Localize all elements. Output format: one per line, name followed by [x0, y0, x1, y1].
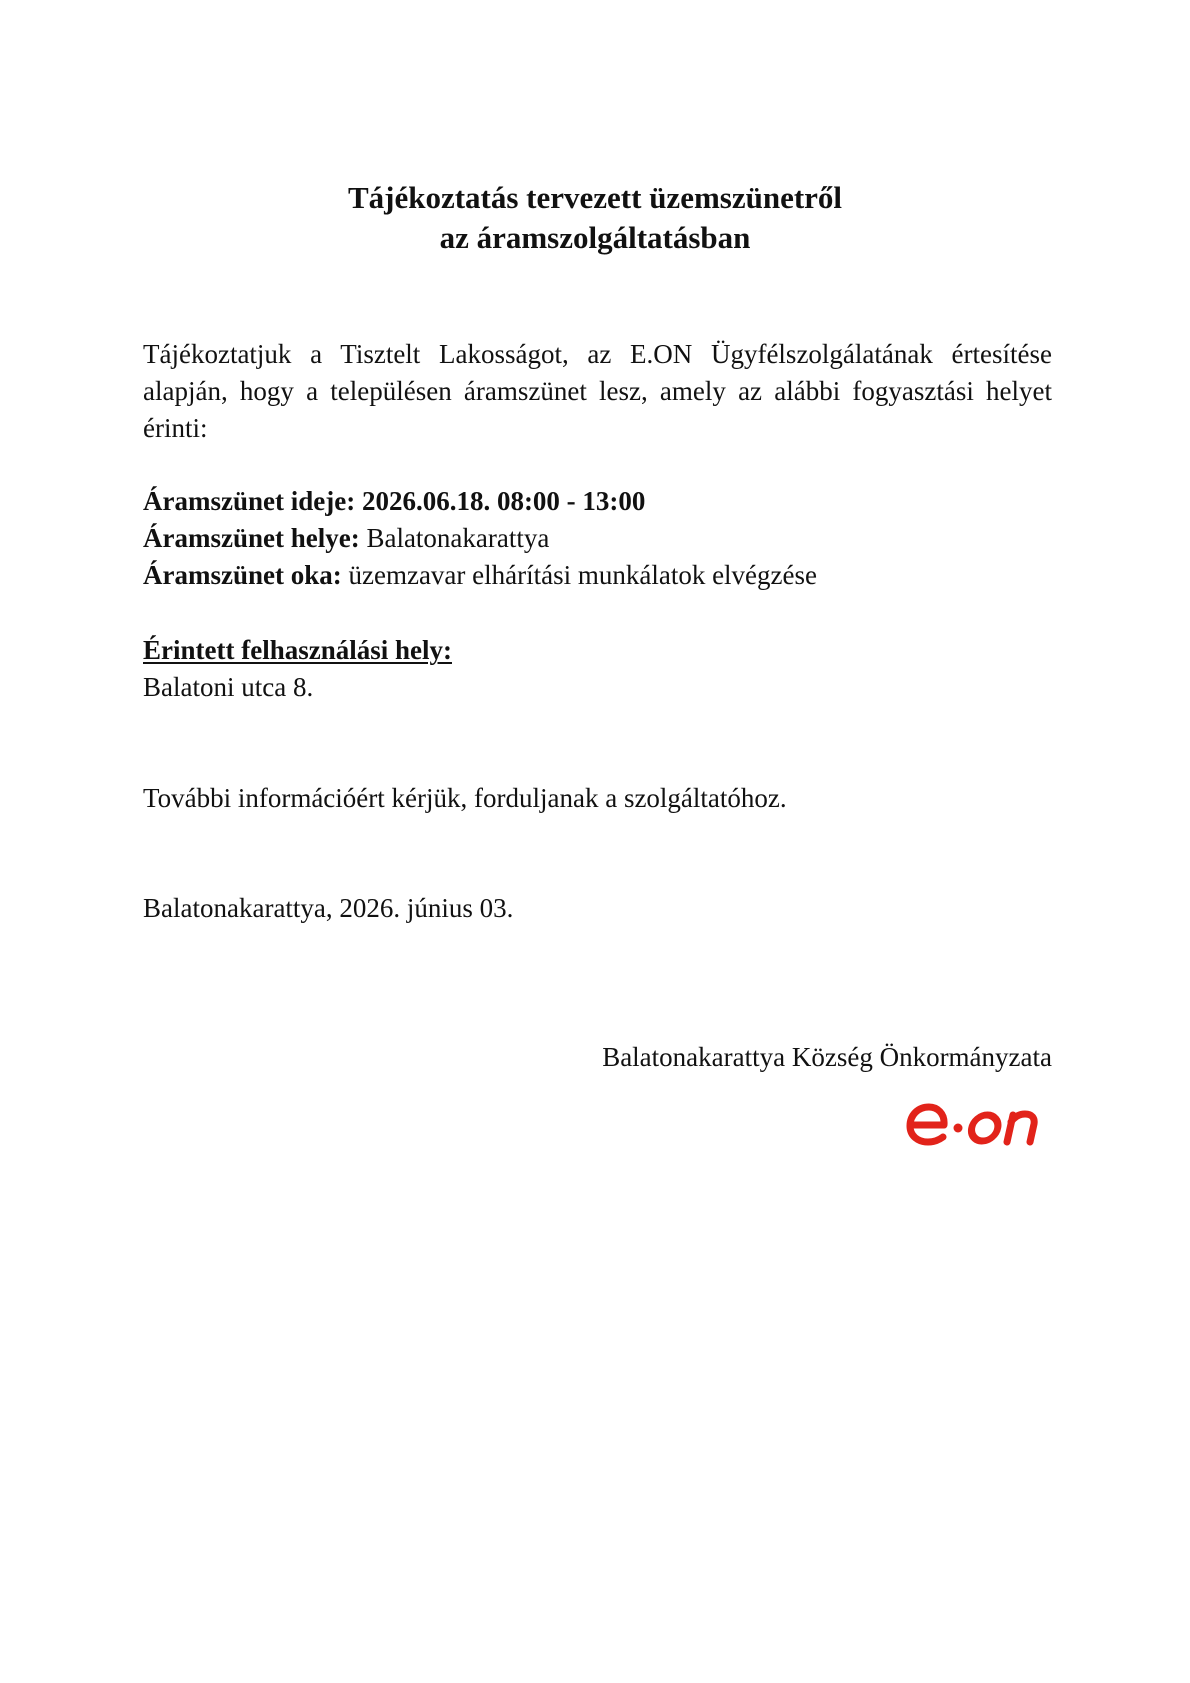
signature: Balatonakarattya Község Önkormányzata	[602, 1042, 1052, 1072]
intro-paragraph: Tájékoztatjuk a Tisztelt Lakosságot, az E.ON Ügyfélszolgálatának értesítése alapján, hogy a településen áramszünet lesz, amely az alábbi fogyasztási helyet érinti:	[143, 339, 1052, 443]
affected-location	[143, 632, 1052, 706]
eon-logo-icon	[904, 1098, 1040, 1148]
outage-place-value: Balatonakarattya	[359, 523, 550, 553]
outage-reason-label: Áramszünet oka:	[143, 560, 342, 590]
document-title	[0, 178, 1190, 258]
eon-logo	[904, 1098, 1040, 1148]
outage-place	[143, 520, 1052, 557]
title-line-1: Tájékoztatás tervezett üzemszünetről	[347, 180, 843, 215]
outage-details	[143, 483, 1052, 594]
outage-reason-value: üzemzavar elhárítási munkálatok elvégzése	[341, 560, 818, 590]
outage-place-label: Áramszünet helye:	[143, 523, 360, 553]
outage-reason	[143, 557, 1052, 594]
more-info-text: További információért kérjük, forduljanak a szolgáltatóhoz.	[143, 783, 787, 813]
title-line-2: az áramszolgáltatásban	[439, 220, 751, 255]
affected-heading: Érintett felhasználási hely:	[143, 635, 452, 665]
outage-time: Áramszünet ideje: 2026.06.18. 08:00 - 13:00	[143, 486, 646, 516]
date-line: Balatonakarattya, 2026. június 03.	[143, 893, 514, 923]
affected-address: Balatoni utca 8.	[143, 672, 314, 702]
